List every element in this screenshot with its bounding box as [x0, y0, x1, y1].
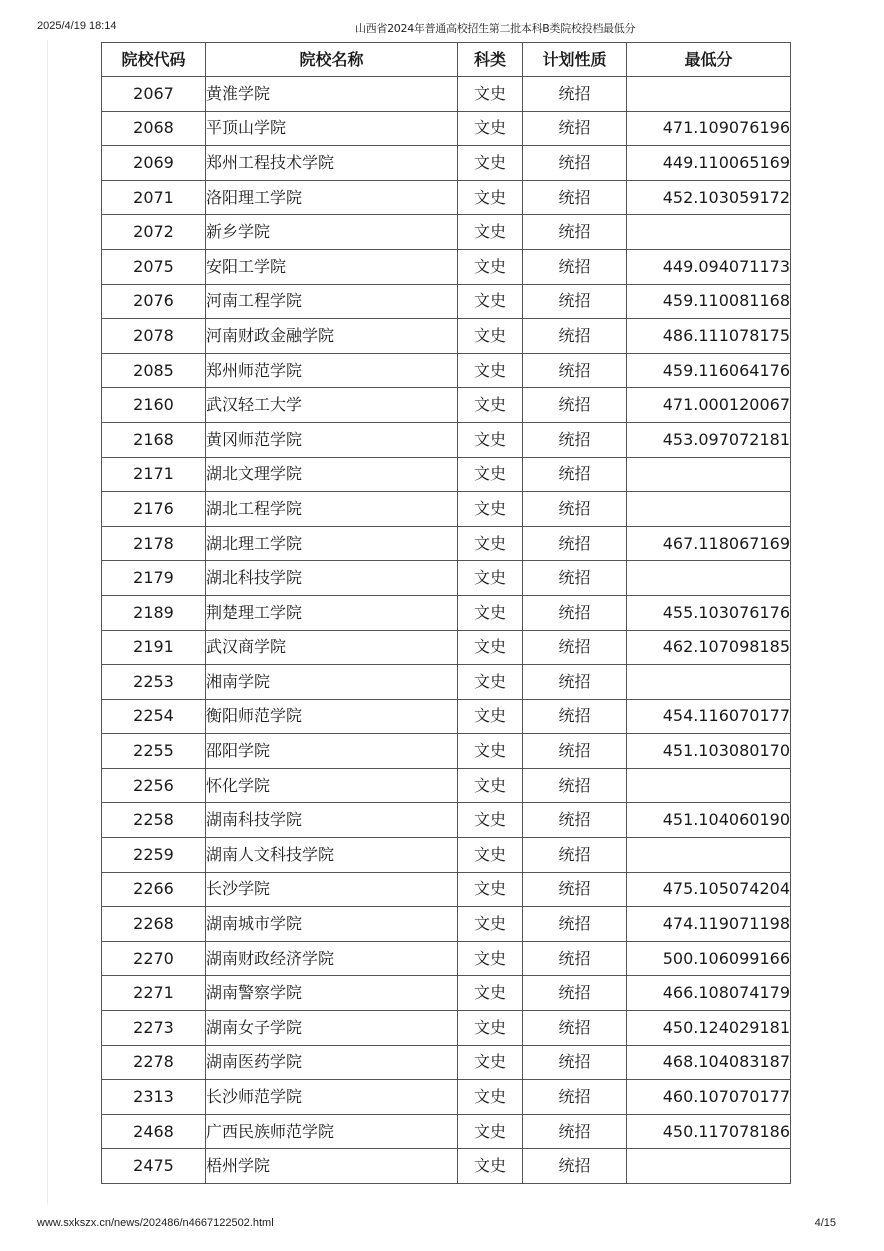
plan-type-cell: 统招 [523, 768, 627, 803]
min-score-cell [627, 561, 791, 596]
school-name-cell: 平顶山学院 [206, 111, 458, 146]
school-name-cell: 湖南医药学院 [206, 1045, 458, 1080]
school-code-cell: 2171 [102, 457, 206, 492]
school-code-cell: 2256 [102, 768, 206, 803]
table-row [102, 595, 791, 630]
school-code-cell: 2071 [102, 180, 206, 215]
table-row [102, 457, 791, 492]
school-code-cell: 2191 [102, 630, 206, 665]
min-score-cell: 450.124029181 [627, 1011, 791, 1046]
category-cell: 文史 [458, 526, 523, 561]
school-code-cell: 2254 [102, 699, 206, 734]
min-score-cell: 451.104060190 [627, 803, 791, 838]
min-score-cell: 459.110081168 [627, 284, 791, 319]
min-score-cell: 471.109076196 [627, 111, 791, 146]
table-row [102, 976, 791, 1011]
category-cell: 文史 [458, 180, 523, 215]
school-code-cell: 2266 [102, 872, 206, 907]
category-cell: 文史 [458, 595, 523, 630]
table-row [102, 665, 791, 700]
plan-type-cell: 统招 [523, 526, 627, 561]
category-cell: 文史 [458, 803, 523, 838]
table-row [102, 353, 791, 388]
page-number: 4/15 [814, 1217, 836, 1229]
school-name-cell: 湖南财政经济学院 [206, 941, 458, 976]
table-row [102, 907, 791, 942]
header-min-score: 最低分 [627, 43, 791, 77]
school-code-cell: 2468 [102, 1114, 206, 1149]
table-row [102, 768, 791, 803]
plan-type-cell: 统招 [523, 249, 627, 284]
school-code-cell: 2258 [102, 803, 206, 838]
plan-type-cell: 统招 [523, 353, 627, 388]
min-score-cell: 450.117078186 [627, 1114, 791, 1149]
table-row [102, 319, 791, 354]
school-name-cell: 长沙学院 [206, 872, 458, 907]
admission-scores-table [101, 42, 791, 1184]
plan-type-cell: 统招 [523, 1011, 627, 1046]
category-cell: 文史 [458, 319, 523, 354]
plan-type-cell: 统招 [523, 284, 627, 319]
category-cell: 文史 [458, 146, 523, 181]
school-name-cell: 广西民族师范学院 [206, 1114, 458, 1149]
category-cell: 文史 [458, 1045, 523, 1080]
min-score-cell: 454.116070177 [627, 699, 791, 734]
plan-type-cell: 统招 [523, 665, 627, 700]
plan-type-cell: 统招 [523, 1149, 627, 1184]
table-row [102, 422, 791, 457]
school-name-cell: 长沙师范学院 [206, 1080, 458, 1115]
plan-type-cell: 统招 [523, 941, 627, 976]
min-score-cell [627, 1149, 791, 1184]
plan-type-cell: 统招 [523, 1114, 627, 1149]
school-name-cell: 湘南学院 [206, 665, 458, 700]
plan-type-cell: 统招 [523, 907, 627, 942]
min-score-cell: 467.118067169 [627, 526, 791, 561]
min-score-cell: 449.110065169 [627, 146, 791, 181]
category-cell: 文史 [458, 249, 523, 284]
school-code-cell: 2270 [102, 941, 206, 976]
table-row [102, 77, 791, 112]
category-cell: 文史 [458, 77, 523, 112]
school-code-cell: 2068 [102, 111, 206, 146]
school-name-cell: 湖北工程学院 [206, 492, 458, 527]
school-code-cell: 2278 [102, 1045, 206, 1080]
school-name-cell: 怀化学院 [206, 768, 458, 803]
min-score-cell [627, 457, 791, 492]
school-name-cell: 武汉商学院 [206, 630, 458, 665]
school-name-cell: 湖南女子学院 [206, 1011, 458, 1046]
school-name-cell: 洛阳理工学院 [206, 180, 458, 215]
min-score-cell [627, 838, 791, 873]
school-name-cell: 郑州师范学院 [206, 353, 458, 388]
header-school-code: 院校代码 [102, 43, 206, 77]
school-name-cell: 湖北理工学院 [206, 526, 458, 561]
header-category: 科类 [458, 43, 523, 77]
table-row [102, 803, 791, 838]
school-code-cell: 2189 [102, 595, 206, 630]
plan-type-cell: 统招 [523, 561, 627, 596]
school-code-cell: 2176 [102, 492, 206, 527]
plan-type-cell: 统招 [523, 838, 627, 873]
document-title: 山西省2024年普通高校招生第二批本科B类院校投档最低分 [355, 22, 636, 35]
plan-type-cell: 统招 [523, 422, 627, 457]
category-cell: 文史 [458, 561, 523, 596]
category-cell: 文史 [458, 630, 523, 665]
plan-type-cell: 统招 [523, 734, 627, 769]
school-code-cell: 2273 [102, 1011, 206, 1046]
category-cell: 文史 [458, 1114, 523, 1149]
table-row [102, 284, 791, 319]
school-name-cell: 湖北文理学院 [206, 457, 458, 492]
header-plan-type: 计划性质 [523, 43, 627, 77]
table-header-row [102, 43, 791, 77]
school-name-cell: 新乡学院 [206, 215, 458, 250]
table-row [102, 1114, 791, 1149]
school-code-cell: 2168 [102, 422, 206, 457]
school-name-cell: 河南工程学院 [206, 284, 458, 319]
min-score-cell: 466.108074179 [627, 976, 791, 1011]
school-code-cell: 2075 [102, 249, 206, 284]
min-score-cell [627, 768, 791, 803]
school-code-cell: 2078 [102, 319, 206, 354]
table-row [102, 941, 791, 976]
plan-type-cell: 统招 [523, 630, 627, 665]
table-row [102, 180, 791, 215]
table-row [102, 111, 791, 146]
school-name-cell: 衡阳师范学院 [206, 699, 458, 734]
min-score-cell: 453.097072181 [627, 422, 791, 457]
table-row [102, 838, 791, 873]
min-score-cell [627, 77, 791, 112]
school-code-cell: 2069 [102, 146, 206, 181]
plan-type-cell: 统招 [523, 699, 627, 734]
plan-type-cell: 统招 [523, 1080, 627, 1115]
category-cell: 文史 [458, 215, 523, 250]
min-score-cell: 486.111078175 [627, 319, 791, 354]
category-cell: 文史 [458, 492, 523, 527]
min-score-cell: 452.103059172 [627, 180, 791, 215]
min-score-cell [627, 215, 791, 250]
plan-type-cell: 统招 [523, 457, 627, 492]
page-margin-divider [47, 40, 48, 1205]
plan-type-cell: 统招 [523, 146, 627, 181]
table-row [102, 526, 791, 561]
school-name-cell: 湖北科技学院 [206, 561, 458, 596]
table-row [102, 699, 791, 734]
min-score-cell: 500.106099166 [627, 941, 791, 976]
plan-type-cell: 统招 [523, 976, 627, 1011]
school-name-cell: 河南财政金融学院 [206, 319, 458, 354]
school-code-cell: 2268 [102, 907, 206, 942]
plan-type-cell: 统招 [523, 803, 627, 838]
plan-type-cell: 统招 [523, 1045, 627, 1080]
school-code-cell: 2313 [102, 1080, 206, 1115]
min-score-cell: 475.105074204 [627, 872, 791, 907]
min-score-cell: 451.103080170 [627, 734, 791, 769]
plan-type-cell: 统招 [523, 595, 627, 630]
category-cell: 文史 [458, 422, 523, 457]
plan-type-cell: 统招 [523, 215, 627, 250]
table-row [102, 388, 791, 423]
school-code-cell: 2259 [102, 838, 206, 873]
school-name-cell: 黄淮学院 [206, 77, 458, 112]
school-code-cell: 2255 [102, 734, 206, 769]
table-row [102, 1080, 791, 1115]
category-cell: 文史 [458, 838, 523, 873]
table-row [102, 872, 791, 907]
school-name-cell: 黄冈师范学院 [206, 422, 458, 457]
table-row [102, 1011, 791, 1046]
school-code-cell: 2253 [102, 665, 206, 700]
print-datetime: 2025/4/19 18:14 [37, 20, 117, 32]
table-row [102, 146, 791, 181]
school-code-cell: 2179 [102, 561, 206, 596]
category-cell: 文史 [458, 665, 523, 700]
plan-type-cell: 统招 [523, 492, 627, 527]
school-name-cell: 安阳工学院 [206, 249, 458, 284]
table-row [102, 215, 791, 250]
min-score-cell: 460.107070177 [627, 1080, 791, 1115]
category-cell: 文史 [458, 457, 523, 492]
min-score-cell: 459.116064176 [627, 353, 791, 388]
min-score-cell: 471.000120067 [627, 388, 791, 423]
plan-type-cell: 统招 [523, 388, 627, 423]
category-cell: 文史 [458, 734, 523, 769]
plan-type-cell: 统招 [523, 77, 627, 112]
school-code-cell: 2085 [102, 353, 206, 388]
table-row [102, 492, 791, 527]
table-row [102, 561, 791, 596]
category-cell: 文史 [458, 872, 523, 907]
school-code-cell: 2271 [102, 976, 206, 1011]
plan-type-cell: 统招 [523, 319, 627, 354]
school-code-cell: 2178 [102, 526, 206, 561]
school-name-cell: 湖南科技学院 [206, 803, 458, 838]
category-cell: 文史 [458, 353, 523, 388]
school-code-cell: 2067 [102, 77, 206, 112]
min-score-cell: 449.094071173 [627, 249, 791, 284]
table-row [102, 1149, 791, 1184]
category-cell: 文史 [458, 284, 523, 319]
plan-type-cell: 统招 [523, 872, 627, 907]
min-score-cell: 462.107098185 [627, 630, 791, 665]
category-cell: 文史 [458, 699, 523, 734]
school-name-cell: 荆楚理工学院 [206, 595, 458, 630]
min-score-cell: 455.103076176 [627, 595, 791, 630]
school-code-cell: 2076 [102, 284, 206, 319]
category-cell: 文史 [458, 976, 523, 1011]
category-cell: 文史 [458, 1011, 523, 1046]
plan-type-cell: 统招 [523, 111, 627, 146]
school-name-cell: 湖南警察学院 [206, 976, 458, 1011]
table-body [102, 77, 791, 1184]
table-row [102, 734, 791, 769]
category-cell: 文史 [458, 768, 523, 803]
school-name-cell: 邵阳学院 [206, 734, 458, 769]
print-footer-url: www.sxkszx.cn/news/202486/n4667122502.html [37, 1217, 274, 1229]
category-cell: 文史 [458, 907, 523, 942]
school-code-cell: 2475 [102, 1149, 206, 1184]
min-score-cell [627, 665, 791, 700]
table-row [102, 1045, 791, 1080]
school-code-cell: 2072 [102, 215, 206, 250]
school-name-cell: 梧州学院 [206, 1149, 458, 1184]
table-row [102, 249, 791, 284]
min-score-cell [627, 492, 791, 527]
min-score-cell: 468.104083187 [627, 1045, 791, 1080]
school-code-cell: 2160 [102, 388, 206, 423]
school-name-cell: 湖南人文科技学院 [206, 838, 458, 873]
category-cell: 文史 [458, 1080, 523, 1115]
category-cell: 文史 [458, 111, 523, 146]
min-score-cell: 474.119071198 [627, 907, 791, 942]
category-cell: 文史 [458, 388, 523, 423]
category-cell: 文史 [458, 941, 523, 976]
school-name-cell: 湖南城市学院 [206, 907, 458, 942]
table-row [102, 630, 791, 665]
school-name-cell: 郑州工程技术学院 [206, 146, 458, 181]
school-name-cell: 武汉轻工大学 [206, 388, 458, 423]
header-school-name: 院校名称 [206, 43, 458, 77]
category-cell: 文史 [458, 1149, 523, 1184]
plan-type-cell: 统招 [523, 180, 627, 215]
